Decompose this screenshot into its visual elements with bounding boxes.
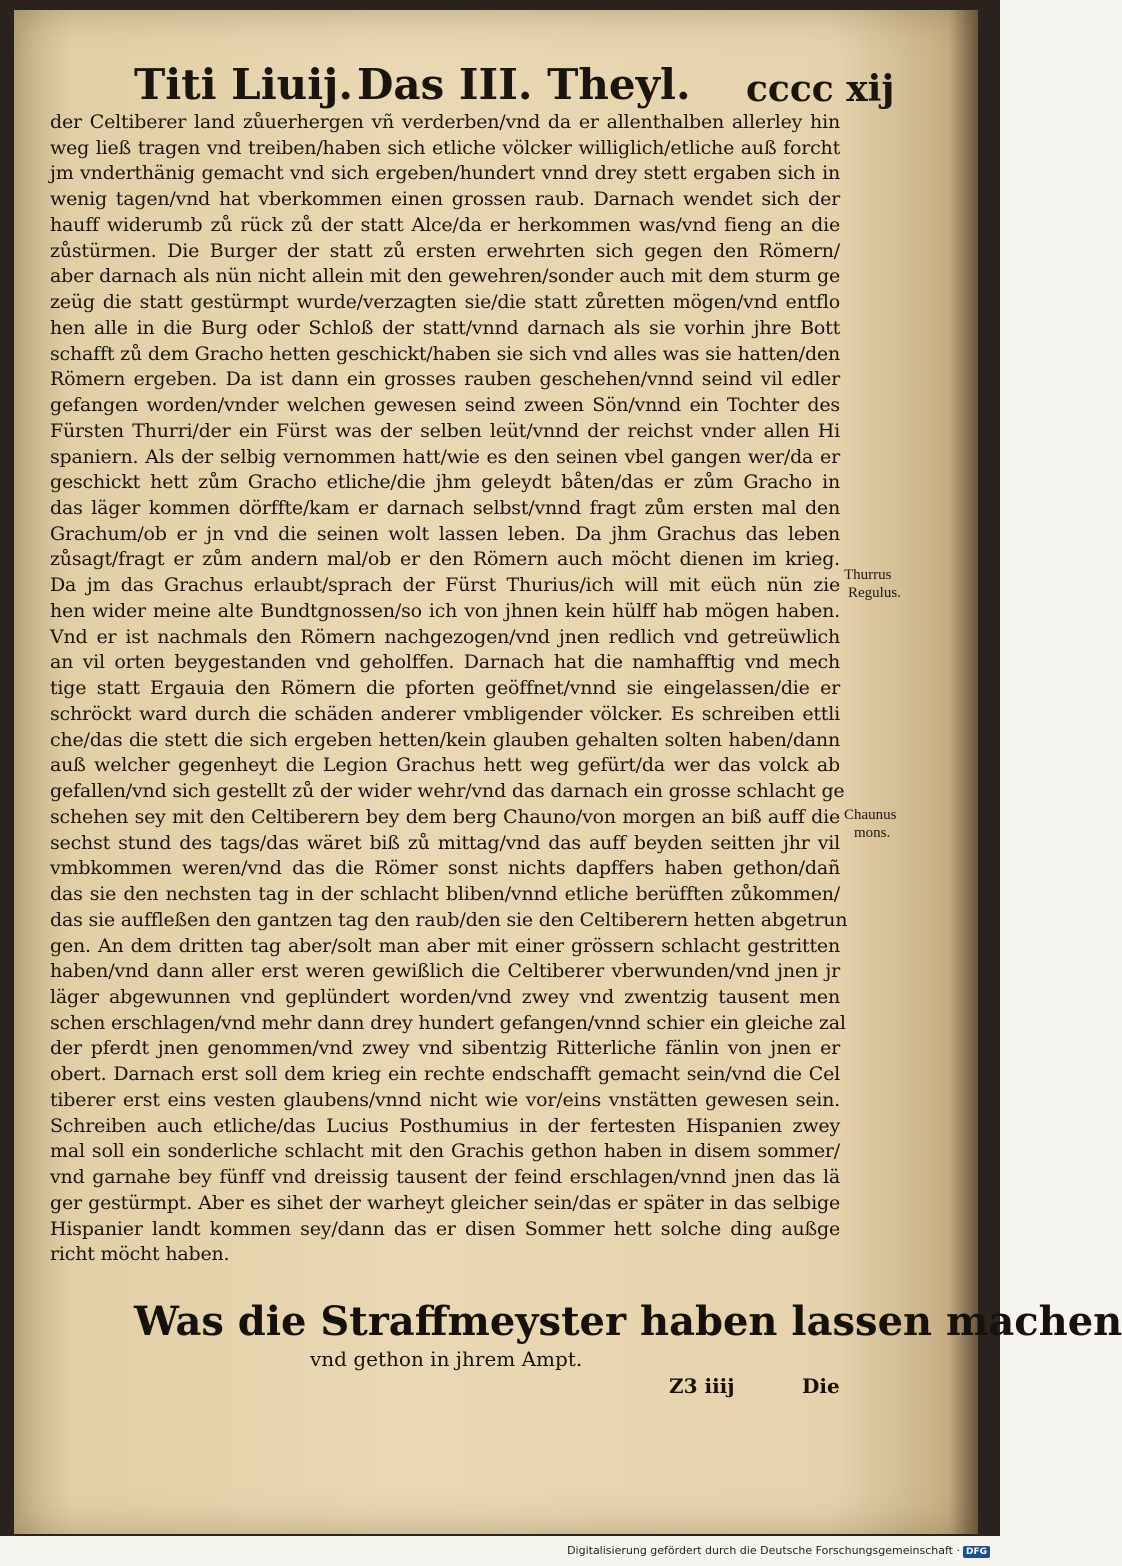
text-line: auß welcher gegenheyt die Legion Grachus hett weg gefürt/da wer das volck ab bbox=[50, 754, 840, 777]
text-line: schafft zů dem Gracho hetten geschickt/haben sie sich vnd alles was sie hatten/den bbox=[50, 342, 840, 365]
margin-note-line: mons. bbox=[854, 825, 891, 841]
text-line: schen erschlagen/vnd mehr dann drey hundert gefangen/vnnd schier ein gleiche zal bbox=[50, 1011, 846, 1034]
text-line: zůstürmen. Die Burger der statt zů ersten erwehrten sich gegen den Römern/ bbox=[50, 239, 840, 262]
margin-note bbox=[844, 806, 897, 842]
text-line: zeüg die statt gestürmpt wurde/verzagten sie/die statt zůretten mögen/vnd entflo bbox=[50, 291, 840, 314]
folio-number: cccc xij bbox=[746, 68, 895, 110]
dfg-logo: DFG bbox=[963, 1546, 990, 1558]
text-line: Hispanier landt kommen sey/dann das er disen Sommer hett solche ding außge bbox=[50, 1217, 840, 1240]
text-line: Da jm das Grachus erlaubt/sprach der Fürst Thurius/ich will mit eüch nün zie bbox=[50, 574, 840, 597]
text-line: mal soll ein sonderliche schlacht mit den Grachis gethon haben in disem sommer/ bbox=[50, 1140, 840, 1163]
text-line: gefallen/vnd sich gestellt zů der wider wehr/vnd das darnach ein grosse schlacht ge bbox=[50, 780, 845, 803]
text-line: zůsagt/fragt er zům andern mal/ob er den Römern auch möcht dienen im krieg. bbox=[50, 548, 840, 571]
text-line: das sie auffleßen den gantzen tag den raub/den sie den Celtiberern hetten abgetrun bbox=[50, 908, 848, 931]
text-line: haben/vnd dann aller erst weren gewißlich die Celtiberer vberwunden/vnd jnen jr bbox=[50, 960, 840, 983]
running-head-left: Titi Liuij. bbox=[134, 60, 353, 109]
text-line: Schreiben auch etliche/das Lucius Posthumius in der fertesten Hispanien zwey bbox=[50, 1114, 840, 1137]
catchword: Die bbox=[802, 1374, 840, 1398]
signature-mark: Z3 iiij bbox=[669, 1374, 735, 1398]
text-line: aber darnach als nün nicht allein mit den gewehren/sonder auch mit dem sturm ge bbox=[50, 265, 840, 288]
text-line: Römern ergeben. Da ist dann ein grosses rauben geschehen/vnnd seind vil edler bbox=[50, 368, 840, 391]
text-line: tiberer erst eins vesten glaubens/vnnd nicht wie vor/eins vnstätten gewesen sein. bbox=[50, 1088, 840, 1111]
text-line: vmbkommen weren/vnd das die Römer sonst nichts dapffers haben gethon/dañ bbox=[50, 857, 840, 880]
text-line: gen. An dem dritten tag aber/solt man aber mit einer grössern schlacht gestritten bbox=[50, 934, 840, 957]
text-line: sechst stund des tags/das wäret biß zů mittag/vnd das auff beyden seitten jhr vil bbox=[50, 831, 840, 854]
text-line: das läger kommen dörffte/kam er darnach selbst/vnnd fragt zům ersten mal den bbox=[50, 497, 840, 520]
text-line: jm vnderthänig gemacht vnd sich ergeben/hundert vnnd drey stett ergaben sich in bbox=[50, 162, 840, 185]
section-subheading: vnd gethon in jhrem Ampt. bbox=[310, 1347, 583, 1371]
text-line: schehen sey mit den Celtiberern bey dem berg Chauno/von morgen an biß auff die bbox=[50, 805, 840, 828]
text-line: obert. Darnach erst soll dem krieg ein rechte endschafft gemacht sein/vnd die Cel bbox=[50, 1063, 840, 1086]
text-line: hen wider meine alte Bundtgnossen/so ich von jhnen kein hülff hab mögen haben. bbox=[50, 599, 840, 622]
text-line: hauff widerumb zů rück zů der statt Alce/da er herkommen was/vnd fieng an die bbox=[50, 213, 840, 236]
text-line: wenig tagen/vnd hat vberkommen einen grossen raub. Darnach wendet sich der bbox=[50, 188, 840, 211]
margin-note-line: Regulus. bbox=[848, 585, 901, 601]
text-line: an vil orten beygestanden vnd geholffen. Darnach hat die namhafftig vnd mech bbox=[50, 651, 840, 674]
text-line: tige statt Ergauia den Römern die pforten geöffnet/vnnd sie eingelassen/die er bbox=[50, 677, 840, 700]
text-line: schröckt ward durch die schäden anderer vmbligender völcker. Es schreiben ettli bbox=[50, 702, 840, 725]
text-line: der pferdt jnen genommen/vnd zwey vnd sibentzig Ritterliche fänlin von jnen er bbox=[50, 1037, 840, 1060]
book-page bbox=[14, 10, 1122, 1534]
text-line: der Celtiberer land zůuerhergen vñ verderben/vnd da er allenthalben allerley hin bbox=[50, 111, 840, 133]
running-head-center: Das III. Theyl. bbox=[357, 60, 691, 109]
text-line: Vnd er ist nachmals den Römern nachgezogen/vnd jnen redlich vnd getreüwlich bbox=[50, 625, 840, 648]
body-text bbox=[50, 110, 848, 1268]
text-line: Fürsten Thurri/der ein Fürst was der selben leüt/vnnd der reichst vnder allen Hi bbox=[50, 419, 840, 442]
credit-text: Digitalisierung gefördert durch die Deutsche Forschungsgemeinschaft · bbox=[567, 1544, 960, 1557]
text-line: geschickt hett zům Gracho etliche/die jhm geleydt båten/das er zům Gracho in bbox=[50, 471, 840, 494]
text-line: vnd garnahe bey fünff vnd dreissig tausent der feind erschlagen/vnnd jnen das lä bbox=[50, 1166, 840, 1189]
text-line: gefangen worden/vnder welchen gewesen seind zween Sön/vnnd ein Tochter des bbox=[50, 394, 840, 417]
text-line: läger abgewunnen vnd geplündert worden/vnd zwey vnd zwentzig tausent men bbox=[50, 985, 840, 1008]
text-line: hen alle in die Burg oder Schloß der statt/vnnd darnach als sie vorhin jhre Bott bbox=[50, 316, 840, 339]
text-line: spaniern. Als der selbig vernommen hatt/wie es den seinen vbel gangen wer/da er bbox=[50, 445, 840, 468]
section-heading: Was die Straffmeyster haben lassen machen bbox=[134, 1298, 1122, 1345]
text-line: Grachum/ob er jn vnd die seinen wolt lassen leben. Da jhm Grachus das leben bbox=[50, 522, 840, 545]
text-line: das sie den nechsten tag in der schlacht bliben/vnnd etliche berüfften zůkommen/ bbox=[50, 883, 840, 906]
text-line: ger gestürmpt. Aber es sihet der warheyt gleicher sein/das er später in das selbige bbox=[50, 1191, 840, 1214]
text-line: weg ließ tragen vnd treiben/haben sich etliche völcker williglich/etliche auß forcht bbox=[50, 136, 840, 159]
margin-note-line: Thurrus bbox=[844, 567, 892, 583]
margin-note-line: Chaunus bbox=[844, 807, 897, 823]
digitization-credit bbox=[567, 1544, 990, 1558]
text-line: che/das die stett die sich ergeben hetten/kein glauben gehalten solten haben/dann bbox=[50, 728, 840, 751]
text-line: richt möcht haben. bbox=[50, 1243, 230, 1266]
margin-note bbox=[844, 566, 901, 602]
